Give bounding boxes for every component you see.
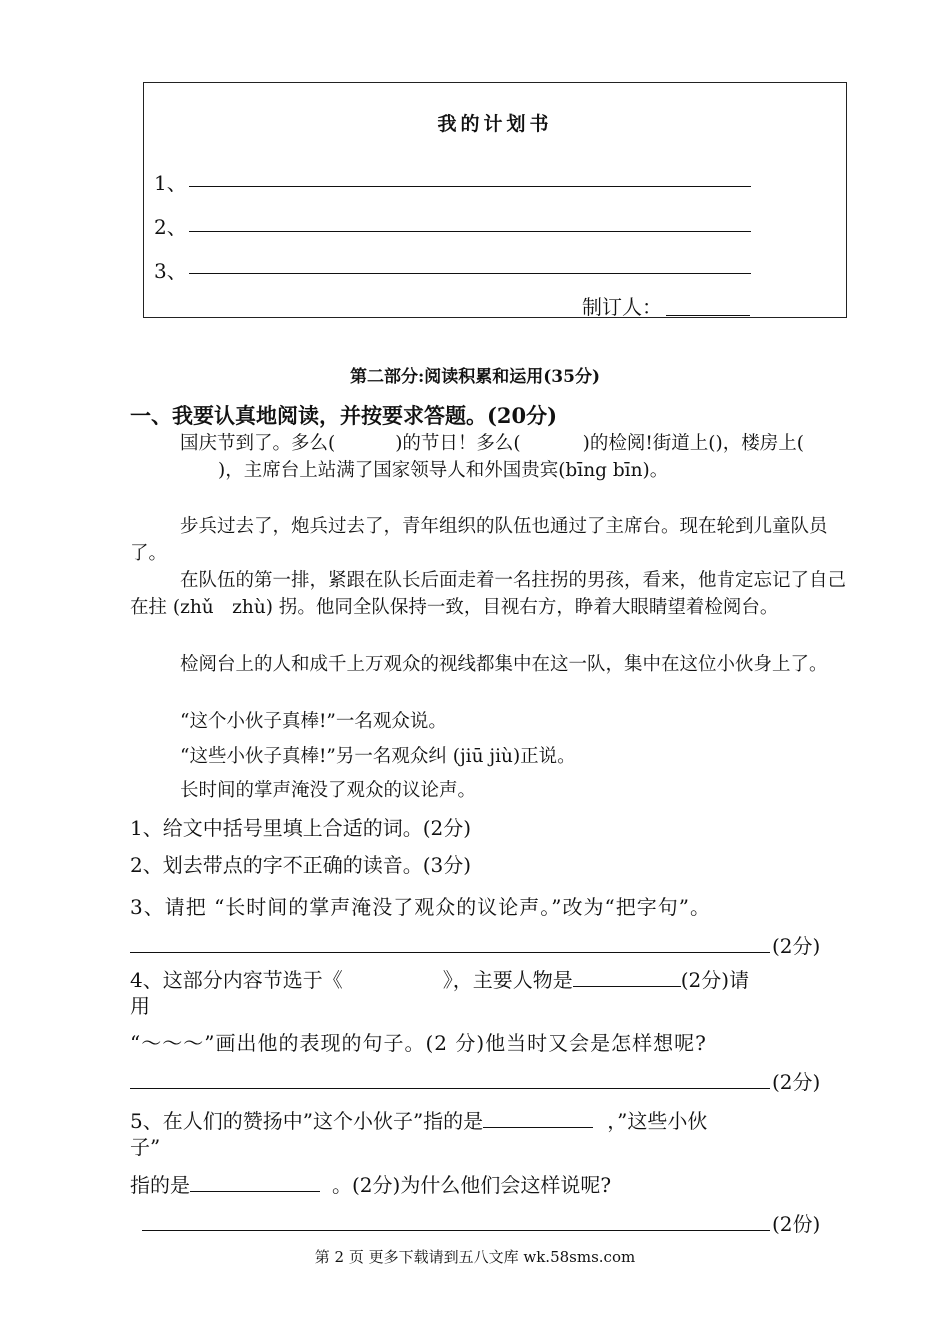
question-5-score: (2份): [772, 1212, 821, 1236]
answer-line-4[interactable]: [130, 1088, 770, 1089]
plan-box: [143, 82, 847, 318]
passage-paragraph-7: 长时间的掌声淹没了观众的议论声。: [180, 780, 477, 801]
section-title: 第二部分:阅读积累和运用(35分): [349, 367, 601, 387]
plan-item-number-2: 2、: [154, 215, 187, 239]
passage-paragraph-3: 在队伍的第一排，紧跟在队长后面走着一名拄拐的男孩，看来，他肯定忘记了自己在拄 (zhǔ zhù) 拐。他同全队保持一致，目视右方，睁着大眼睛望着检阅台。: [130, 570, 847, 618]
question-3: 3、请把 “长时间的掌声淹没了观众的议论声。”改为“把字句”。: [130, 895, 711, 919]
passage-paragraph-6: “这些小伙子真棒!”另一名观众纠 (jiū jiù)正说。: [180, 746, 576, 767]
passage-paragraph-1: [130, 430, 848, 484]
question-4-line-3: “～～～”画出他的表现的句子。(2 分)他当时又会是怎样想呢?: [130, 1031, 707, 1055]
p1-segment-b: )的节日！多么(: [395, 433, 521, 454]
page-footer: 第 2 页 更多下载请到五八文库 wk.58sms.com: [314, 1248, 636, 1266]
plan-item-number-3: 3、: [154, 259, 187, 283]
q5-blank-2[interactable]: [190, 1173, 320, 1192]
q5-segment-a: 5、在人们的赞扬中”这个小伙子”指的是: [130, 1109, 484, 1133]
q5-segment-e: 。(2分)为什么他们会这样说呢?: [332, 1173, 612, 1197]
question-1: 1、给文中括号里填上合适的词。(2分): [130, 816, 472, 840]
p1-segment-a: 国庆节到了。多么(: [180, 433, 336, 454]
plan-item-number-1: 1、: [154, 171, 187, 195]
answer-line-5[interactable]: [142, 1230, 770, 1231]
maker-line[interactable]: [666, 315, 750, 316]
plan-item-line-3[interactable]: [189, 273, 751, 274]
passage-paragraph-2: 步兵过去了，炮兵过去了，青年组织的队伍也通过了主席台。现在轮到儿童队员了。: [130, 516, 828, 564]
plan-item-line-1[interactable]: [189, 186, 751, 187]
question-3-score: (2分): [772, 934, 821, 958]
question-4-line-1: [130, 964, 848, 993]
question-5-line-3: [130, 1169, 611, 1198]
q5-segment-d: 指的是: [130, 1173, 190, 1197]
maker-label: 制订人：: [582, 295, 662, 319]
question-4-score: (2分): [772, 1070, 821, 1094]
q5-segment-b: ，”这些小伙: [607, 1109, 708, 1133]
passage-paragraph-5: “这个小伙子真棒!”一名观众说。: [180, 711, 447, 732]
answer-line-3[interactable]: [130, 952, 770, 953]
plan-item-line-2[interactable]: [189, 231, 751, 232]
question-5-line-1: [130, 1105, 707, 1134]
plan-title: 我的计划书: [437, 113, 553, 135]
question-2: 2、划去带点的字不正确的读音。(3分): [130, 853, 472, 877]
p1-segment-d: )，楼房上(: [715, 433, 804, 454]
p1-segment-c: )的检阅!街道上(: [582, 433, 716, 454]
question-4-line-2: 用: [130, 994, 150, 1018]
q4-character-blank[interactable]: [573, 968, 681, 987]
q5-blank-1[interactable]: [483, 1109, 593, 1128]
q4-segment-a: 4、这部分内容节选于《: [130, 968, 343, 992]
q4-segment-b: 》，主要人物是: [442, 968, 573, 992]
passage-paragraph-4: 检阅台上的人和成千上万观众的视线都集中在这一队，集中在这位小伙身上了。: [180, 654, 828, 675]
q4-segment-c: (2分)请: [680, 968, 750, 992]
p1-segment-e: )，主席台上站满了国家领导人和外国贵宾(bīng bīn)。: [218, 460, 669, 481]
question-5-line-2: 子”: [130, 1135, 161, 1159]
part1-title: 一、我要认真地阅读，并按要求答题。(20分): [130, 403, 558, 428]
